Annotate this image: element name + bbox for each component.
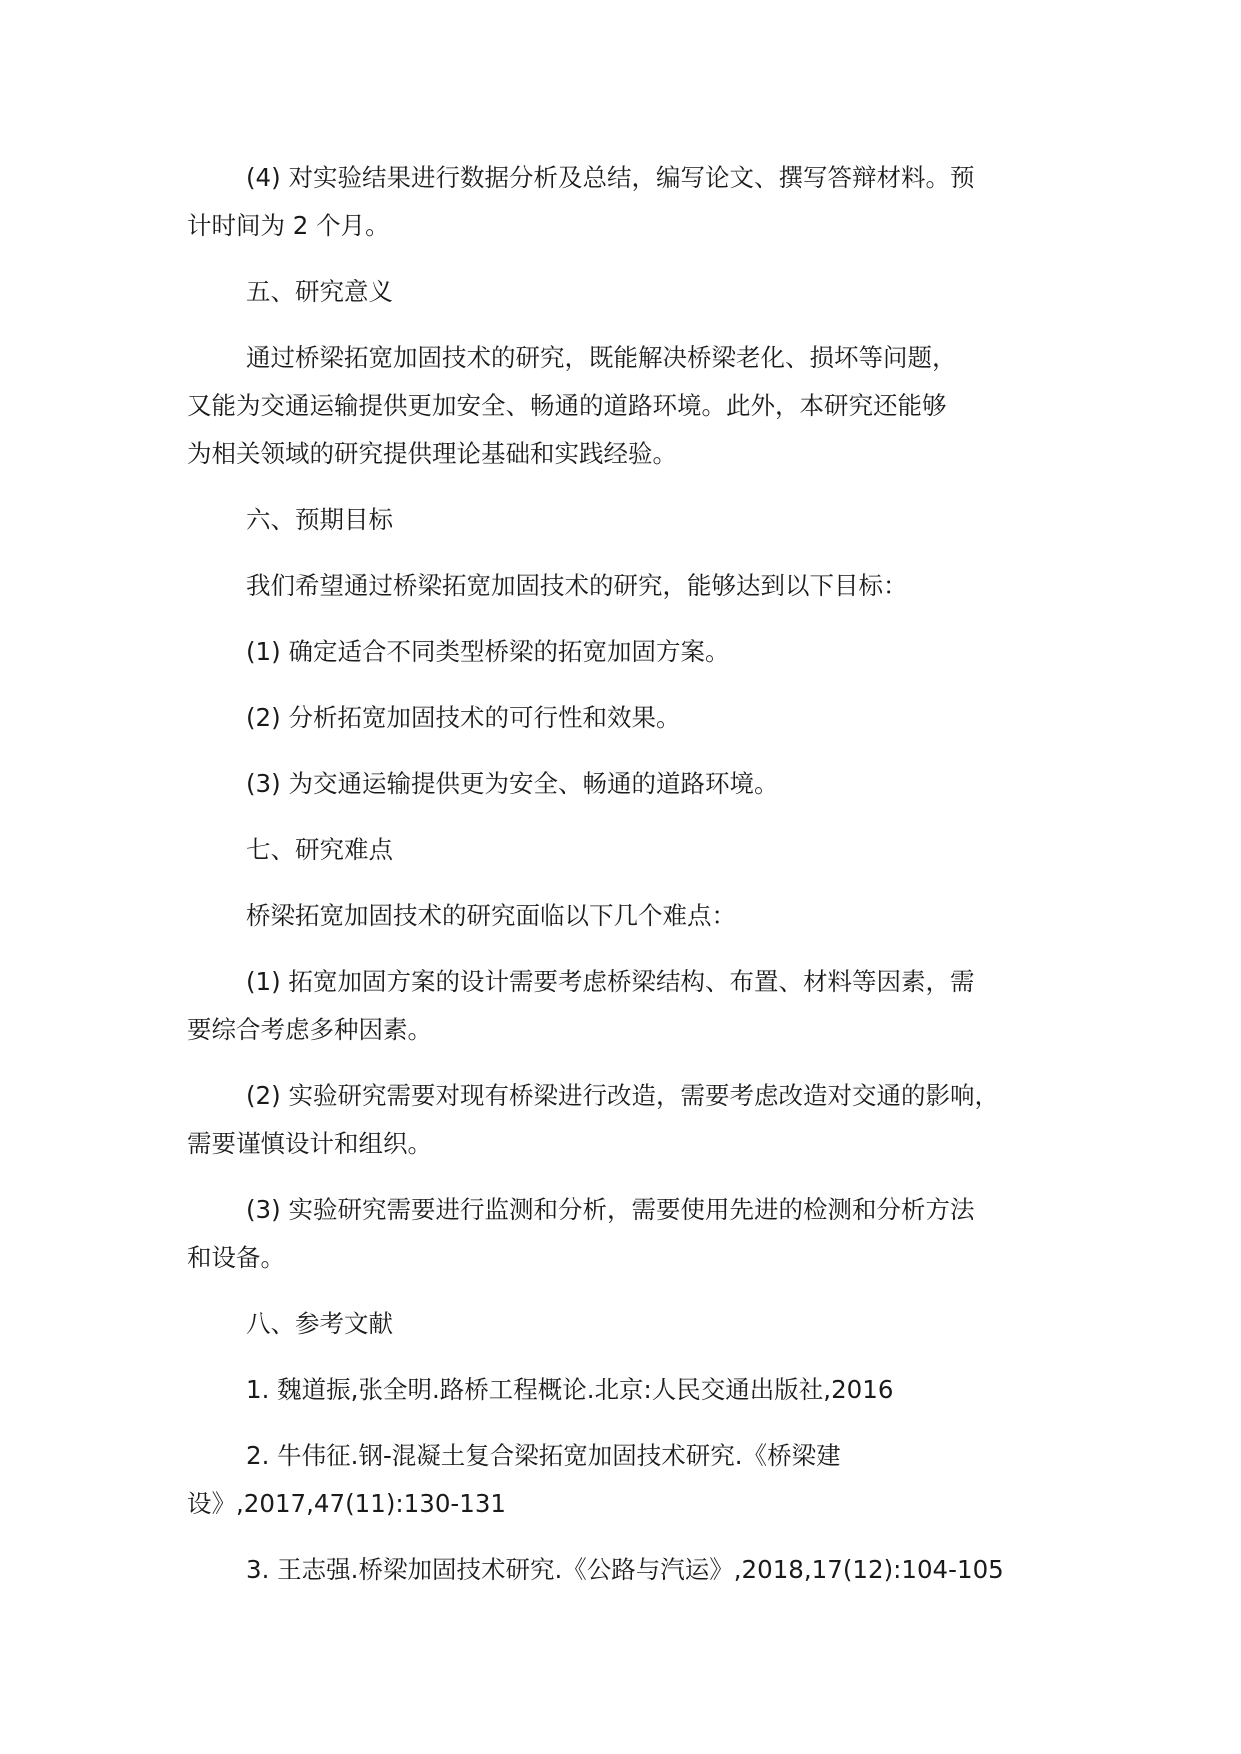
section-heading-references [187,1300,1087,1348]
section-heading-research-significance [187,268,1087,316]
text-line: 通过桥梁拓宽加固技术的研究，既能解决桥梁老化、损坏等问题， [246,343,957,372]
list-item-goal-3 [187,760,1087,808]
text-line: 1. 魏道振,张全明.路桥工程概论.北京:人民交通出版社,2016 [246,1375,894,1404]
heading-text: 七、研究难点 [246,835,393,864]
text-line: (3) 实验研究需要进行监测和分析，需要使用先进的检测和分析方法 [246,1195,975,1224]
text-line: 又能为交通运输提供更加安全、畅通的道路环境。此外，本研究还能够 [187,391,947,420]
list-item-difficulty-3 [187,1186,1087,1282]
text-line: 要综合考虑多种因素。 [187,1015,432,1044]
text-line: (1) 拓宽加固方案的设计需要考虑桥梁结构、布置、材料等因素，需 [246,967,975,996]
reference-item-3 [187,1546,1087,1594]
reference-item-2 [187,1432,1087,1528]
document-body [187,154,1087,1594]
paragraph-difficulties-intro [187,892,1087,940]
paragraph-goals-intro [187,562,1087,610]
paragraph-significance [187,334,1087,478]
text-line: (1) 确定适合不同类型桥梁的拓宽加固方案。 [246,637,730,666]
text-line: 为相关领域的研究提供理论基础和实践经验。 [187,439,677,468]
paragraph-step-4 [187,154,1087,250]
text-line: 我们希望通过桥梁拓宽加固技术的研究，能够达到以下目标： [246,571,908,600]
heading-text: 五、研究意义 [246,277,393,306]
section-heading-expected-goals [187,496,1087,544]
text-line: (4) 对实验结果进行数据分析及总结，编写论文、撰写答辩材料。预 [246,163,975,192]
text-line: (2) 实验研究需要对现有桥梁进行改造，需要考虑改造对交通的影响， [246,1081,999,1110]
text-line: 和设备。 [187,1243,285,1272]
text-line: (3) 为交通运输提供更为安全、畅通的道路环境。 [246,769,779,798]
text-line: 桥梁拓宽加固技术的研究面临以下几个难点： [246,901,736,930]
text-line: 设》,2017,47(11):130-131 [187,1489,507,1518]
list-item-difficulty-1 [187,958,1087,1054]
list-item-difficulty-2 [187,1072,1087,1168]
text-line: 计时间为 2 个月。 [187,211,390,240]
text-line: 3. 王志强.桥梁加固技术研究.《公路与汽运》,2018,17(12):104-105 [246,1555,1004,1584]
section-heading-research-difficulties [187,826,1087,874]
reference-item-1 [187,1366,1087,1414]
text-line: 需要谨慎设计和组织。 [187,1129,432,1158]
text-line: 2. 牛伟征.钢-混凝土复合梁拓宽加固技术研究.《桥梁建 [246,1441,841,1470]
list-item-goal-2 [187,694,1087,742]
heading-text: 八、参考文献 [246,1309,393,1338]
list-item-goal-1 [187,628,1087,676]
heading-text: 六、预期目标 [246,505,393,534]
text-line: (2) 分析拓宽加固技术的可行性和效果。 [246,703,681,732]
